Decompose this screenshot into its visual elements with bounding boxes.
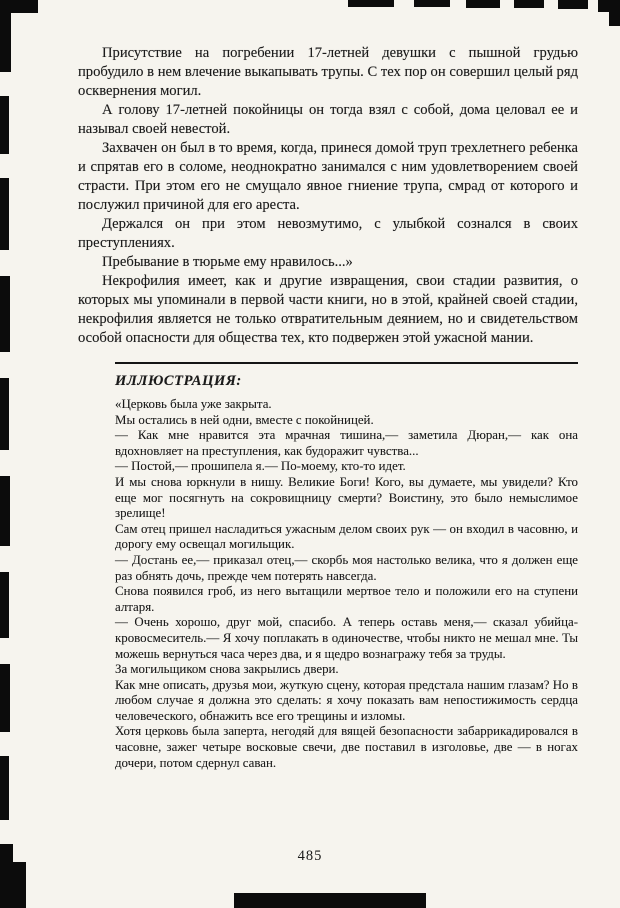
illustration-paragraph: Снова появился гроб, из него вытащили мертвое тело и положили его на ступени алтаря. (115, 584, 578, 614)
illustration-paragraph: — Достань ее,— приказал отец,— скорбь моя настолько велика, что я должен еще раз обнять дочь, прежде чем потерять навсегда. (115, 552, 578, 583)
illustration-paragraph: — Постой,— прошипела я.— По-моему, кто-то идет. (115, 459, 406, 474)
illustration-paragraph: Как мне описать, друзья мои, жуткую сцену, которая предстала нашим глазам? Но в любом случае я должна это сделать: я хочу показать вам непостижимость сердца человеческого, обнажить все его трещины и изломы. (115, 677, 578, 723)
scan-artifact (348, 0, 394, 7)
paragraph: Захвачен он был в то время, когда, принеся домой труп трехлетнего ребенка и спрятав его в соломе, неоднократно занимался с ним удовлетворением своей страсти. При этом его не смущало явное гниение трупа, смрад от которого и послужил причиной для его ареста. (78, 140, 578, 213)
illustration-paragraph: «Церковь была уже закрыта. (115, 397, 272, 411)
illustration-paragraph: — Как мне нравится эта мрачная тишина,— заметила Дюран,— как она вдохновляет на преступления, как будоражит чувства... (115, 428, 578, 458)
page-content (78, 44, 578, 771)
illustration-paragraph: За могильщиком снова закрылись двери. (115, 662, 339, 677)
illustration-paragraph: Мы остались в ней одни, вместе с покойницей. (115, 412, 374, 427)
scan-artifact (0, 476, 10, 546)
illustration-paragraph: Сам отец пришел насладиться ужасным делом своих рук — он входил в часовню, и дорогу ему освещал могильщик. (115, 521, 578, 552)
paragraph: Присутствие на погребении 17-летней девушки с пышной грудью пробудило в нем влечение выкапывать трупы. С тех пор он совершил целый ряд осквернения могил. (78, 45, 578, 99)
illustration-paragraph: И мы снова юркнули в нишу. Великие Боги! Кого, вы думаете, мы увидели? Кто еще мог посягнуть на сокровищницу смерти? Воистину, это было немыслимое зрелище! (115, 474, 578, 521)
illustration-section (115, 362, 578, 771)
illustration-paragraph: — Очень хорошо, друг мой, спасибо. А теперь оставь меня,— сказал убийца-кровосмеситель.— Я хочу поплакать в одиночестве, чтобы никто не мешал мне. Ты можешь вернуться часа через два, и я щедро вознагражу тебя за труды. (115, 615, 578, 661)
illustration-heading: ИЛЛЮСТРАЦИЯ: (115, 373, 242, 389)
paragraph: Пребывание в тюрьме ему нравилось...» (102, 254, 353, 270)
scan-artifact (0, 664, 10, 732)
page-number: 485 (297, 848, 323, 864)
paragraph: А голову 17-летней покойницы он тогда взял с собой, дома целовал ее и называл своей невестой. (78, 102, 578, 137)
scan-artifact (466, 0, 500, 8)
paragraph: Некрофилия имеет, как и другие извращения, свои стадии развития, о которых мы упоминали в первой части книги, но в этой, крайней своей стадии, некрофилия является не только отвратительным деянием, но и свидетельством особой опасности для общества тех, кто подвержен этой ужасной мании. (78, 273, 578, 346)
scan-artifact (514, 0, 544, 8)
scan-artifact (0, 0, 11, 72)
scan-artifact (558, 0, 588, 9)
scan-artifact (0, 756, 9, 820)
scan-artifact (0, 178, 9, 250)
body-text (78, 44, 578, 348)
illustration-paragraph: Хотя церковь была заперта, негодяй для вящей безопасности забаррикадировался в часовне, зажег четыре восковые свечи, две поставил в изголовье, две — в ногах дочери, потом сдернул саван. (115, 724, 578, 770)
scan-artifact (0, 862, 26, 908)
scan-artifact (0, 96, 9, 154)
scan-artifact (0, 378, 9, 450)
scan-artifact (0, 276, 10, 352)
scan-artifact (0, 572, 9, 638)
paragraph: Держался он при этом невозмутимо, с улыбкой сознался в своих преступлениях. (78, 216, 578, 251)
scan-artifact (234, 893, 426, 908)
section-divider (115, 362, 578, 364)
scan-artifact (414, 0, 450, 7)
scan-artifact (609, 0, 620, 26)
